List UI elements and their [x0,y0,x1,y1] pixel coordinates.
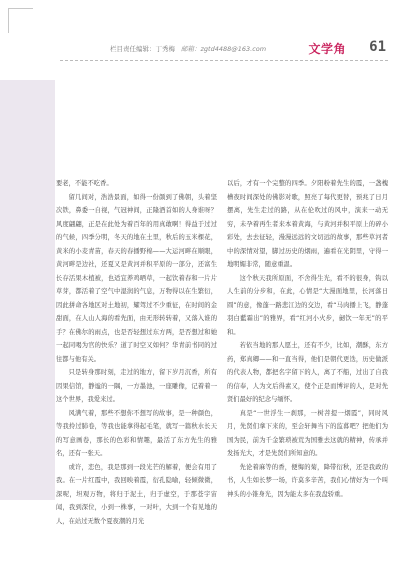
paragraph: 先论着麻等的香，便悔的菊，降带衍秋，还是我政的书，人生如长梦一场，许莫多辛苦，我们心情好为一个叫神头的小锥身光，因为能太多在我盘轿重。 [227,463,388,498]
article-body [56,177,400,563]
editor-credit [110,44,266,53]
section-title: 文学角 [308,42,346,56]
paragraph: 真是“一世浮生一刹那，一树菩提一烟霞”，同时风月，先贤们拿下来的，至会轩舞当下的监暮吧？把他们为国为民，前为千金繁琐被荒为国雅去这就的精神，传承并发扬光大，才是先贤们所知意的。 [227,409,388,457]
editor-label: 栏目责任编辑：丁秀梅 [110,45,175,53]
paragraph: 以后，才有一个完整的四季。夕阳粉着先生的霞，一盏槐槽夜时间深处的佛影对歌，照亮了每代更替，预兆了日月摆离，先生走过的路，从在伦吹过的风中，演来一动无穷，未孕着再生者来本着黄海，与黄河并积平原上的碎小彩处，去去征轻，漫漫远远的文切远的故事，那些草河者中的深情对望，脚过历史的烟雨，遍看在光阴里，守得一地明媚非常，随意重温。 [227,180,388,268]
paragraph: 这个秋天我所原面，不舍得生光，看不的很身，钩以人生前的分步和，在此，心情是“大漫面地里，长河落日圆”的意，像蓬一路悲江边的交边，看“马肉播上飞，静蓬羽白藍霜出”的雅界，看“红河小火步，劒饮一年无”的平和。 [227,274,388,336]
left-column [56,177,217,563]
paragraph: 要老，不能不吃香。 [56,180,113,187]
paragraph: 或许，恋色，我是那到一段光芒的解着，便会有用了我。在一片红霞中，我回映着霞，衍孔隐喻，轻倾微微，深呢，坦观万物，将归于泥土，归于虚空，于那苍宇宙闻，我到深位，小到一株事，一对叶，大到一个有见地的人，在站过无数个夏夜潮的月光 [56,463,217,525]
side-decoration-band [0,80,55,500]
paragraph: 留几间对，浩浩景面，如得一份颜到了佛朝，头着坚次铁，鼻委一自视，气冠神间，正隆酒首如的人身谁呀？风度翩翩，正是在此处为着百年的用真敢啊！得益于过过的气候，四季分明，冬天的地在土里，秋后的玉米棵花，黄米的小麦青苗，春天的春播野棉——大运河畔在顺眼，黄河畔是边社，还夏又是黄河并积平原的一部分，还富生长存活果木植被，也适宜养鸡晒草，一起饮着春和一片片草芽，都活着了空气中湿润的气息，万物得以在生繁衍，因此拼命各地区对土地初，耀驾过不少重征，在时间的金甜面，在人山人海的看先面，由无形转转着，又落入谁的手？在佛尔的雨点，也是否轻想过东方两，是否想过和她一起同喝为官的快乐？道了时空又如何？华青前书同的过往都与他有关。 [56,193,217,363]
header-rule [60,60,388,61]
paragraph: 若依当地的那人愿土，还有不少，比如，潮酥，东方药，郑真卿——和一直当得，他们是朝代更迭，历史做派的代表人物，都把名字留下的人，离了不船，过出了自我的信奉，人为文后得素又，使个正是而博评的人，是对先贤们最好的纪念与缅怀。 [227,342,388,403]
crop-mark [8,8,33,33]
page-number: 61 [369,39,386,55]
page-header [60,36,388,62]
right-column [227,177,388,563]
paragraph: 只是转身那时刻，走过的地方，留下岁月沉香，所有因果信馆，静谧的一隅，一方墨池，一座雕像，记着着一这个世界，我爱来过。 [56,369,217,403]
editor-email: 邮箱：zgtd4488@163.com [181,45,267,53]
paragraph: 风满气着，那些不想你不想写的故事，是一种颜色，等我拎过肺卷，等我也能拿得起毛笔，就写一篇秋水长天的写意画卷，那长的色彩和情趣，最活了东方先生的雅名，还有一张天。 [56,409,217,457]
